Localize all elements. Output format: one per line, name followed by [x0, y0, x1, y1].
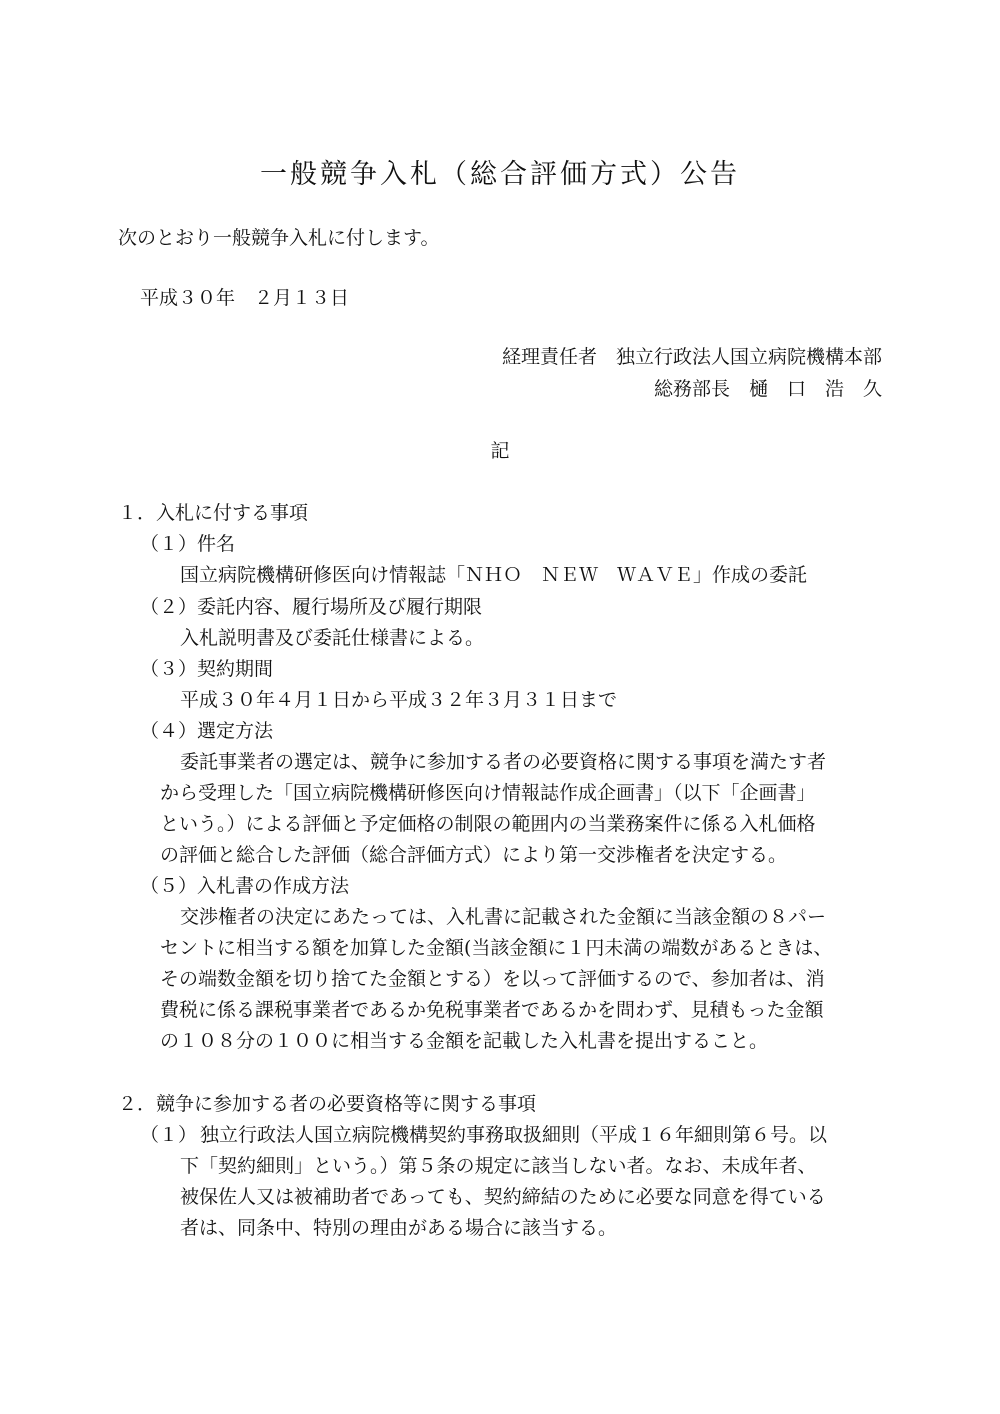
section-1-item-5-line: 交渉権者の決定にあたっては、入札書に記載された金額に当該金額の８パー: [180, 906, 827, 928]
section-1-item-2-label: （２）委託内容、履行場所及び履行期限: [140, 596, 483, 618]
section-1-item-3-label: （３）契約期間: [140, 658, 274, 680]
document-title: 一般競争入札（総合評価方式）公告: [260, 159, 740, 190]
section-1-item-5-label: （５）入札書の作成方法: [140, 875, 350, 897]
section-2-item-1-line: 者は、同条中、特別の理由がある場合に該当する。: [180, 1217, 618, 1239]
section-1-item-5-line: その端数金額を切り捨てた金額とする）を以って評価するので、参加者は、消: [160, 968, 825, 990]
section-1-item-4-line: という。）による評価と予定価格の制限の範囲内の当業務案件に係る入札価格: [160, 813, 816, 835]
intro-text: 次のとおり一般競争入札に付します。: [118, 227, 440, 249]
section-1-item-5-line: 費税に係る課税事業者であるか免税事業者であるかを問わず、見積もった金額: [160, 999, 824, 1021]
section-2-item-1-line: 下「契約細則」という。）第５条の規定に該当しない者。なお、未成年者、: [180, 1155, 817, 1177]
section-2-heading: ２．競争に参加する者の必要資格等に関する事項: [118, 1093, 537, 1115]
section-1-heading: １．入札に付する事項: [118, 502, 309, 524]
section-2-item-1-line: 被保佐人又は被補助者であっても、契約締結のために必要な同意を得ている: [180, 1186, 826, 1208]
ki-marker: 記: [490, 440, 510, 462]
issuer-line-1: 経理責任者 独立行政法人国立病院機構本部: [501, 346, 882, 368]
section-1-item-4-line: 委託事業者の選定は、競争に参加する者の必要資格に関する事項を満たす者: [180, 751, 827, 773]
section-1-item-3-body: 平成３０年４月１日から平成３２年３月３１日まで: [180, 689, 618, 711]
section-2-item-1-line: 独立行政法人国立病院機構契約事務取扱細則（平成１６年細則第６号。以: [200, 1124, 828, 1146]
section-1-item-2-body: 入札説明書及び委託仕様書による。: [180, 627, 485, 649]
section-1-item-5-line: セントに相当する額を加算した金額(当該金額に１円未満の端数があるときは、: [160, 937, 833, 959]
section-1-item-5-line: の１０８分の１００に相当する金額を記載した入札書を提出すること。: [160, 1030, 769, 1052]
section-1-item-4-label: （４）選定方法: [140, 720, 274, 742]
issuer-line-2: 総務部長 樋 口 浩 久: [653, 378, 882, 400]
section-1-item-4-line: の評価と総合した評価（総合評価方式）により第一交渉権者を決定する。: [160, 844, 788, 866]
notice-date: 平成３０年 ２月１３日: [140, 287, 350, 309]
section-1-item-4-line: から受理した「国立病院機構研修医向け情報誌作成企画書」（以下「企画書」: [160, 782, 816, 804]
section-1-item-1-label: （１）件名: [140, 533, 236, 555]
section-2-item-1-label: （１）: [140, 1124, 198, 1146]
section-1-item-1-body: 国立病院機構研修医向け情報誌「ＮＨＯ ＮＥＷ ＷＡＶＥ」作成の委託: [180, 564, 808, 586]
